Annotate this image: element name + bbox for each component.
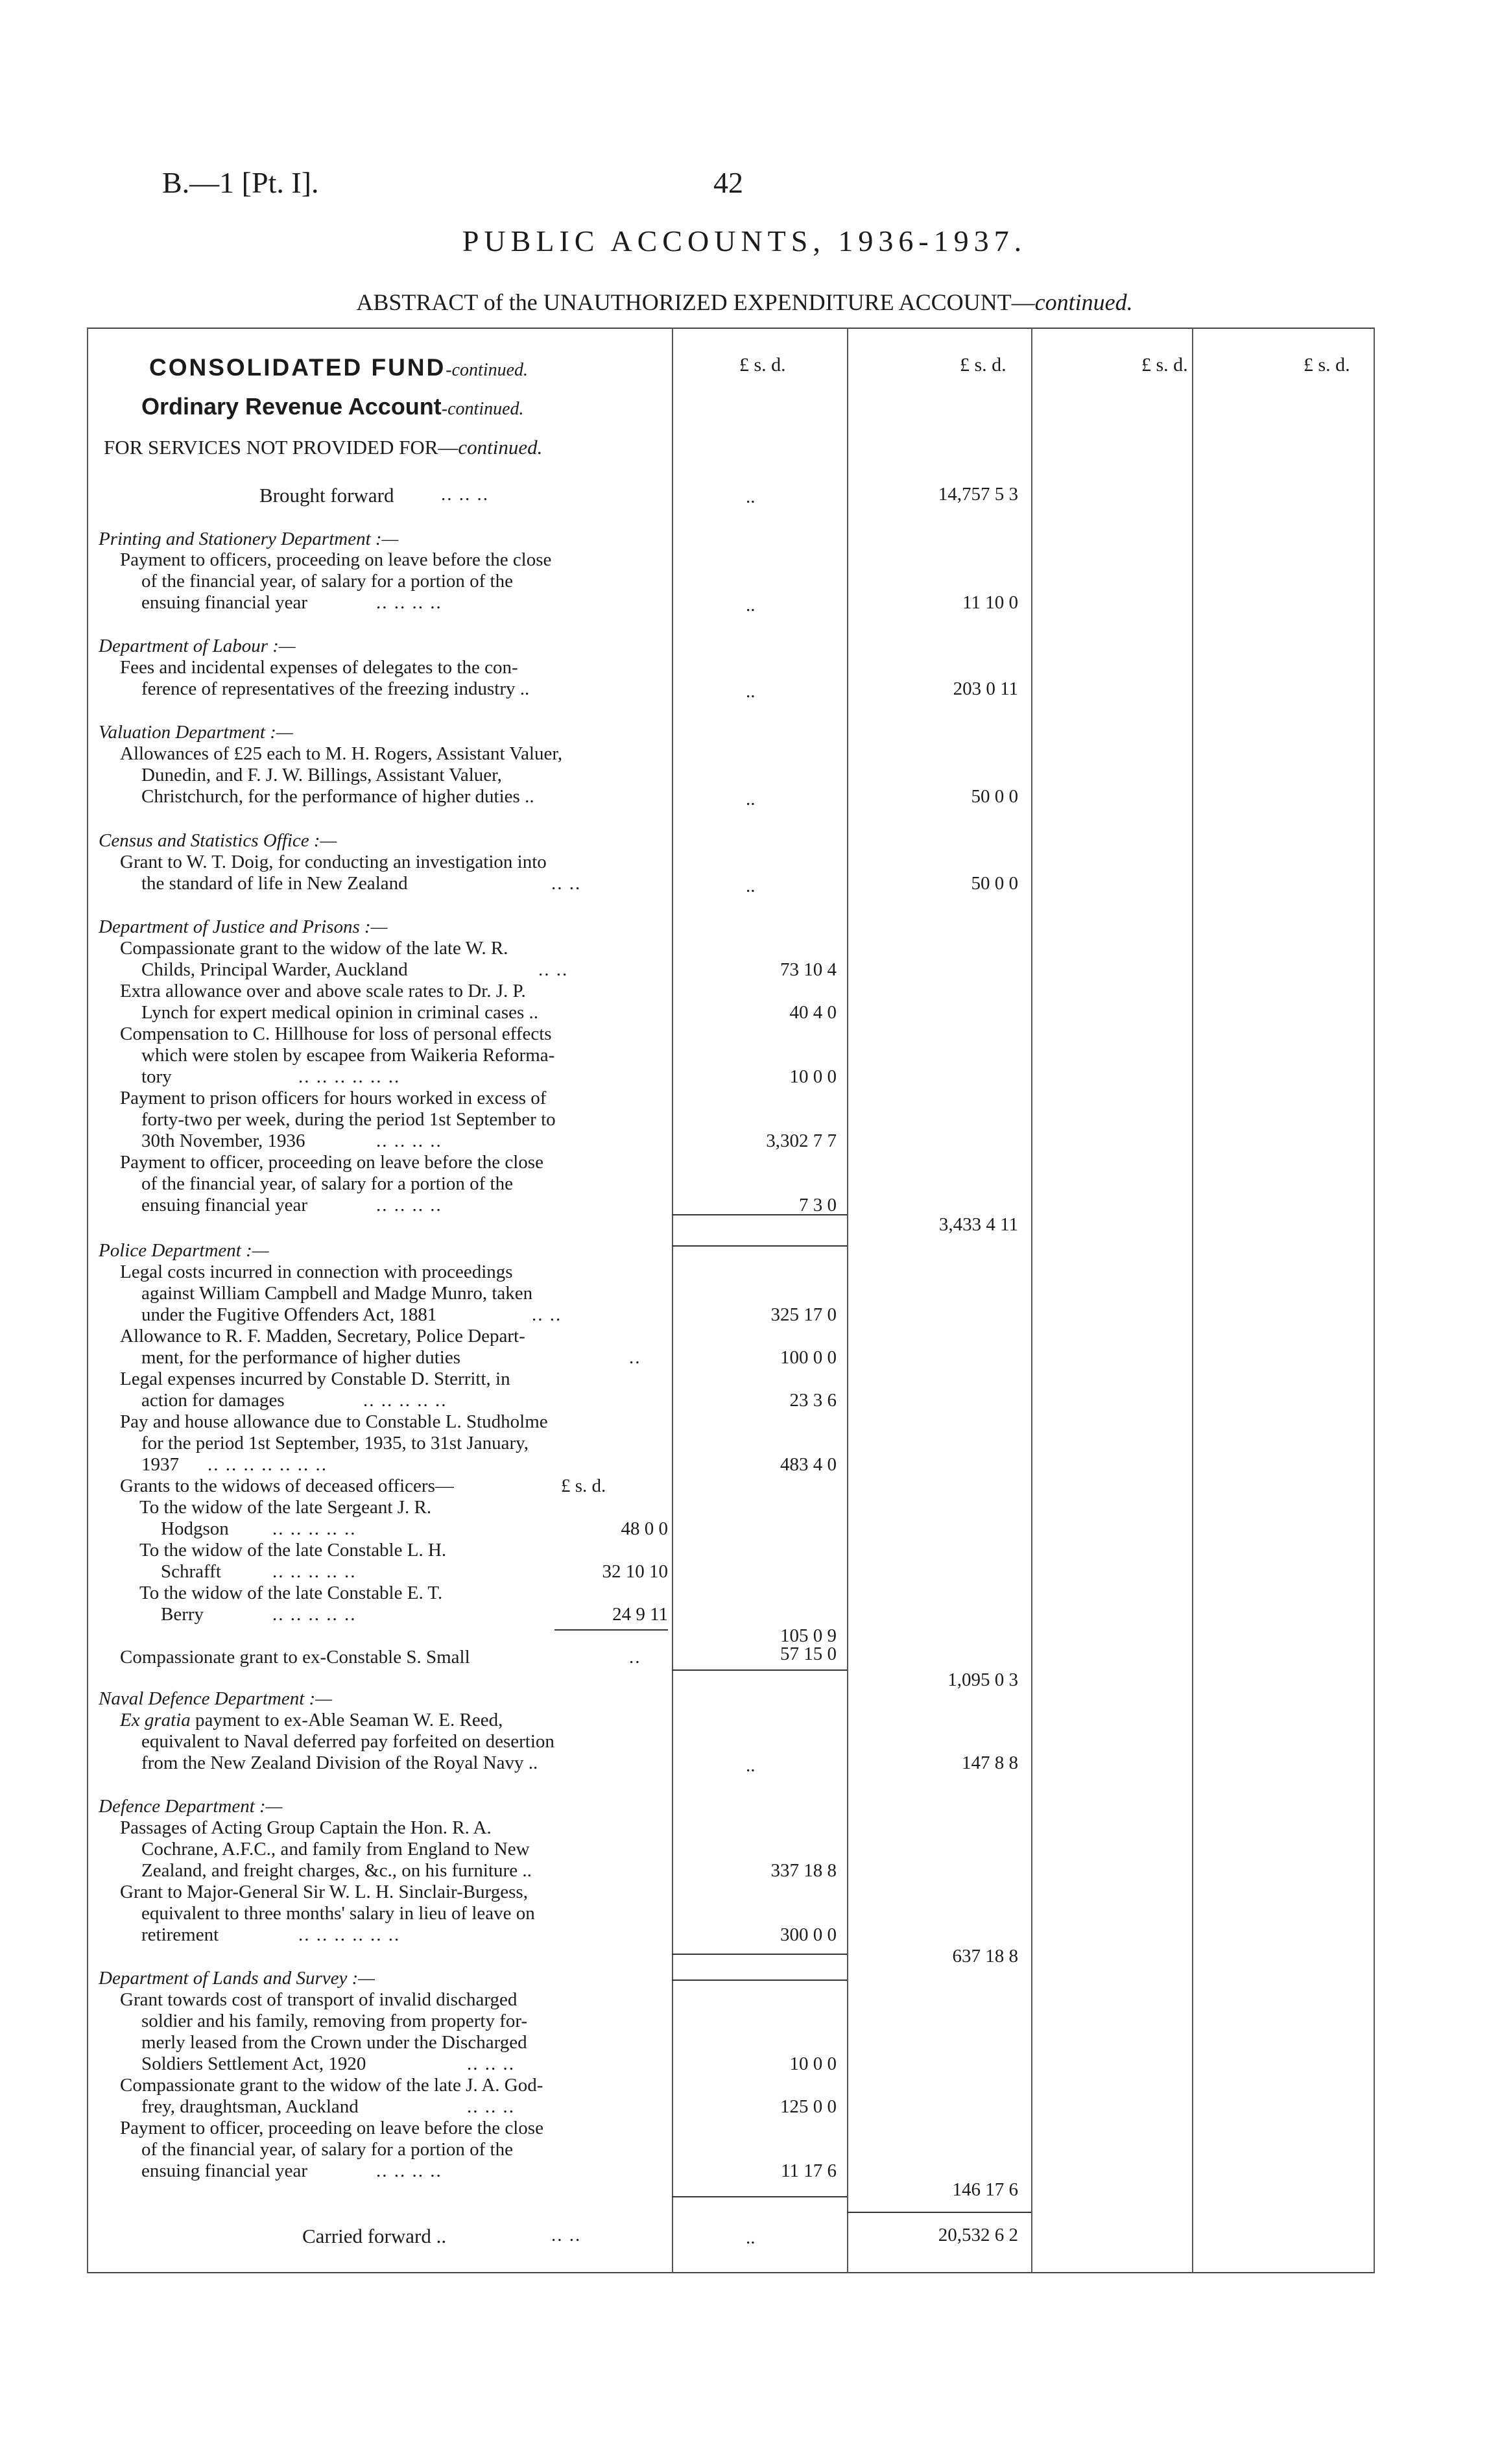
lands-line-3: merly leased from the Crown under the Discharged — [141, 2032, 527, 2053]
police-line-2: against William Campbell and Madge Munro, taken — [141, 1283, 533, 1304]
brought-forward-total: 14,757 5 3 — [938, 484, 1018, 505]
police-line-5-dots: .. — [629, 1347, 641, 1368]
document-reference: B.—1 [Pt. I]. — [162, 166, 319, 199]
naval-total: 147 8 8 — [962, 1752, 1018, 1773]
justice-line-6: which were stolen by escapee from Waikeria Reforma- — [141, 1045, 555, 1066]
valuation-line-2: Dunedin, and F. J. W. Billings, Assistant Valuer, — [141, 765, 502, 785]
justice-line-13-dots: .. .. .. .. — [376, 1195, 442, 1215]
defence-line-6: retirement — [141, 1924, 219, 1945]
naval-ex-gratia: Ex gratia — [120, 1710, 191, 1730]
police-amount-1: 325 17 0 — [770, 1304, 837, 1325]
printing-dash: .. — [746, 595, 756, 616]
defence-heading: Defence Department :— — [99, 1796, 283, 1817]
lands-line-9-dots: .. .. .. .. — [376, 2160, 442, 2181]
defence-line-6-dots: .. .. .. .. .. .. — [298, 1924, 401, 1945]
police-amount-4: 483 4 0 — [780, 1454, 837, 1475]
defence-amount-2: 300 0 0 — [780, 1924, 837, 1945]
page-subtitle — [0, 289, 1489, 316]
defence-line-2: Cochrane, A.F.C., and family from England to New — [141, 1839, 530, 1860]
brought-forward-dash: .. — [746, 486, 756, 507]
justice-closing-rule — [672, 1245, 847, 1247]
column-divider-4 — [1192, 328, 1193, 2273]
police-line-10: 1937 — [141, 1454, 179, 1475]
page-number: 42 — [713, 166, 743, 199]
column-divider-3 — [1031, 328, 1032, 2273]
lands-subtotal-rule — [672, 2196, 847, 2197]
police-widow-2-dots: .. .. .. .. .. — [272, 1561, 357, 1582]
account-name: Ordinary Revenue Account — [141, 393, 442, 420]
page-title: PUBLIC ACCOUNTS, 1936-1937. — [462, 224, 1027, 257]
justice-line-1: Compassionate grant to the widow of the late W. R. — [120, 938, 508, 959]
justice-subtotal-rule — [672, 1214, 847, 1215]
labour-total: 203 0 11 — [953, 678, 1018, 699]
justice-line-11: Payment to officer, proceeding on leave before the close — [120, 1152, 543, 1173]
printing-total: 11 10 0 — [962, 592, 1018, 613]
police-line-9: for the period 1st September, 1935, to 31st January, — [141, 1433, 529, 1453]
lands-line-4-dots: .. .. .. — [467, 2053, 515, 2074]
police-line-12: Compassionate grant to ex-Constable S. Small — [120, 1647, 470, 1668]
police-widow-2-amount: 32 10 10 — [602, 1561, 668, 1582]
justice-line-7: tory — [141, 1066, 172, 1087]
defence-subtotal-rule — [672, 1954, 847, 1955]
census-line-1: Grant to W. T. Doig, for conducting an investigation into — [120, 852, 547, 872]
table-border-left — [87, 328, 88, 2273]
justice-amount-5: 7 3 0 — [799, 1195, 837, 1215]
printing-line-3: ensuing financial year — [141, 592, 308, 613]
justice-line-10: 30th November, 1936 — [141, 1130, 305, 1151]
lands-line-1: Grant towards cost of transport of invalid discharged — [120, 1989, 518, 2010]
subtitle-main: ABSTRACT of the UNAUTHORIZED EXPENDITURE ACCOUNT— — [356, 289, 1035, 315]
police-line-3: under the Fugitive Offenders Act, 1881 — [141, 1304, 437, 1325]
police-widows-subheader: £ s. d. — [561, 1476, 606, 1496]
naval-line-1-text: payment to ex-Able Seaman W. E. Reed, — [190, 1710, 503, 1730]
lands-line-6-dots: .. .. .. — [467, 2096, 515, 2117]
defence-line-5: equivalent to three months' salary in lieu of leave on — [141, 1903, 535, 1924]
census-total: 50 0 0 — [971, 873, 1018, 894]
defence-amount-1: 337 18 8 — [770, 1860, 837, 1881]
labour-heading: Department of Labour :— — [99, 636, 296, 656]
brought-forward-dots: .. .. .. — [441, 484, 489, 505]
police-line-6: Legal expenses incurred by Constable D. Sterritt, in — [120, 1369, 510, 1389]
census-heading: Census and Statistics Office :— — [99, 830, 337, 851]
lands-amount-3: 11 17 6 — [781, 2160, 837, 2181]
police-line-12-dots: .. — [629, 1647, 641, 1668]
naval-line-2: equivalent to Naval deferred pay forfeited on desertion — [141, 1731, 554, 1752]
justice-amount-3: 10 0 0 — [789, 1066, 837, 1087]
justice-amount-4: 3,302 7 7 — [766, 1130, 837, 1151]
printing-dots: .. .. .. .. — [376, 592, 442, 613]
lands-line-9: ensuing financial year — [141, 2160, 308, 2181]
justice-heading: Department of Justice and Prisons :— — [99, 916, 388, 937]
census-dots: .. .. — [551, 873, 582, 894]
valuation-dash: .. — [746, 789, 756, 809]
justice-amount-2: 40 4 0 — [789, 1002, 837, 1023]
police-widow-3-dots: .. .. .. .. .. — [272, 1604, 357, 1625]
fund-name: CONSOLIDATED FUND — [149, 354, 446, 381]
police-line-8: Pay and house allowance due to Constable L. Studholme — [120, 1411, 548, 1432]
lands-amount-1: 10 0 0 — [789, 2053, 837, 2074]
valuation-heading: Valuation Department :— — [99, 722, 293, 743]
police-line-3-dots: .. .. — [532, 1304, 562, 1325]
police-line-7-dots: .. .. .. .. .. — [363, 1390, 447, 1411]
valuation-line-3: Christchurch, for the performance of higher duties .. — [141, 786, 534, 807]
lands-line-4: Soldiers Settlement Act, 1920 — [141, 2053, 366, 2074]
justice-line-9: forty-two per week, during the period 1st September to — [141, 1109, 556, 1130]
justice-line-4: Lynch for expert medical opinion in criminal cases .. — [141, 1002, 539, 1023]
column-divider-1 — [672, 328, 673, 2273]
carried-forward-dots: .. .. — [551, 2225, 582, 2245]
justice-line-8: Payment to prison officers for hours worked in excess of — [120, 1088, 547, 1108]
police-line-7: action for damages — [141, 1390, 285, 1411]
police-widow-1-line-2: Hodgson — [161, 1518, 229, 1539]
police-line-4: Allowance to R. F. Madden, Secretary, Police Depart- — [120, 1326, 525, 1346]
carried-forward-rule — [847, 2212, 1031, 2213]
justice-line-13: ensuing financial year — [141, 1195, 308, 1215]
lands-line-8: of the financial year, of salary for a portion of the — [141, 2139, 513, 2160]
naval-heading: Naval Defence Department :— — [99, 1688, 332, 1709]
police-subtotal-rule — [672, 1669, 847, 1671]
police-amount-5: 105 0 9 — [780, 1625, 837, 1646]
printing-heading: Printing and Stationery Department :— — [99, 529, 399, 549]
brought-forward-label: Brought forward — [259, 484, 394, 507]
valuation-total: 50 0 0 — [971, 786, 1018, 807]
police-line-5: ment, for the performance of higher duties — [141, 1347, 461, 1368]
lands-line-7: Payment to officer, proceeding on leave before the close — [120, 2118, 543, 2138]
justice-line-5: Compensation to C. Hillhouse for loss of personal effects — [120, 1023, 552, 1044]
defence-total: 637 18 8 — [952, 1946, 1018, 1967]
police-widow-3-line-2: Berry — [161, 1604, 204, 1625]
police-amount-3: 23 3 6 — [789, 1390, 837, 1411]
police-line-11: Grants to the widows of deceased officers— — [120, 1476, 454, 1496]
valuation-line-1: Allowances of £25 each to M. H. Rogers, Assistant Valuer, — [120, 743, 563, 764]
census-line-2: the standard of life in New Zealand — [141, 873, 408, 894]
carried-forward-total: 20,532 6 2 — [938, 2225, 1018, 2245]
column-header-3: £ s. d. — [1141, 354, 1188, 376]
justice-total: 3,433 4 11 — [938, 1214, 1018, 1235]
services-tail: continued. — [458, 436, 543, 459]
lands-line-6: frey, draughtsman, Auckland — [141, 2096, 359, 2117]
lands-amount-2: 125 0 0 — [780, 2096, 837, 2117]
carried-forward-label: Carried forward .. — [302, 2225, 447, 2247]
table-border-right — [1374, 328, 1375, 2273]
police-line-10-dots: .. .. .. .. .. .. .. — [208, 1454, 328, 1475]
police-widow-3-amount: 24 9 11 — [612, 1604, 668, 1625]
lands-line-5: Compassionate grant to the widow of the late J. A. God- — [120, 2075, 543, 2096]
defence-line-3: Zealand, and freight charges, &c., on his furniture .. — [141, 1860, 532, 1881]
column-header-1: £ s. d. — [739, 354, 786, 376]
account-tail: -continued. — [441, 399, 524, 419]
column-header-4: £ s. d. — [1304, 354, 1350, 376]
justice-line-2: Childs, Principal Warder, Auckland — [141, 959, 408, 980]
police-widow-2-line-2: Schrafft — [161, 1561, 221, 1582]
naval-line-1 — [120, 1710, 503, 1731]
police-widow-1-amount: 48 0 0 — [621, 1518, 668, 1539]
police-heading: Police Department :— — [99, 1240, 269, 1261]
police-widow-1-dots: .. .. .. .. .. — [272, 1518, 357, 1539]
police-line-1: Legal costs incurred in connection with proceedings — [120, 1262, 513, 1282]
lands-heading: Department of Lands and Survey :— — [99, 1968, 375, 1989]
defence-line-4: Grant to Major-General Sir W. L. H. Sinclair-Burgess, — [120, 1882, 528, 1902]
justice-amount-1: 73 10 4 — [780, 959, 837, 980]
fund-tail: -continued. — [446, 360, 529, 380]
account-heading — [141, 393, 524, 420]
labour-dash: .. — [746, 681, 756, 702]
naval-line-3: from the New Zealand Division of the Royal Navy .. — [141, 1752, 538, 1773]
justice-line-10-dots: .. .. .. .. — [376, 1130, 442, 1151]
justice-line-7-dots: .. .. .. .. .. .. — [298, 1066, 401, 1087]
column-divider-2 — [847, 328, 848, 2273]
police-total: 1,095 0 3 — [947, 1669, 1018, 1690]
defence-closing-rule — [672, 1980, 847, 1981]
carried-forward-dash: .. — [746, 2227, 756, 2248]
justice-line-12: of the financial year, of salary for a portion of the — [141, 1173, 513, 1194]
police-amount-6: 57 15 0 — [780, 1644, 837, 1664]
subtitle-tail: continued. — [1034, 289, 1133, 315]
fund-heading — [149, 354, 528, 381]
printing-line-2: of the financial year, of salary for a portion of the — [141, 571, 513, 592]
lands-total: 146 17 6 — [952, 2179, 1018, 2200]
naval-dash: .. — [746, 1755, 756, 1776]
printing-line-1: Payment to officers, proceeding on leave before the close — [120, 549, 552, 570]
police-amount-2: 100 0 0 — [780, 1347, 837, 1368]
police-widow-2-line-1: To the widow of the late Constable L. H. — [139, 1540, 447, 1561]
justice-line-3: Extra allowance over and above scale rates to Dr. J. P. — [120, 981, 526, 1001]
defence-line-1: Passages of Acting Group Captain the Hon. R. A. — [120, 1817, 492, 1838]
services-name: FOR SERVICES NOT PROVIDED FOR— — [104, 436, 459, 459]
column-header-2: £ s. d. — [960, 354, 1007, 376]
labour-line-1: Fees and incidental expenses of delegates to the con- — [120, 657, 518, 678]
police-widow-1-line-1: To the widow of the late Sergeant J. R. — [139, 1497, 432, 1518]
labour-line-2: ference of representatives of the freezing industry .. — [141, 678, 530, 699]
police-widows-rule — [554, 1629, 668, 1631]
police-widow-3-line-1: To the widow of the late Constable E. T. — [139, 1583, 443, 1603]
census-dash: .. — [746, 876, 756, 896]
justice-line-2-dots: .. .. — [538, 959, 569, 980]
services-heading — [104, 436, 542, 459]
lands-line-2: soldier and his family, removing from property for- — [141, 2011, 528, 2031]
